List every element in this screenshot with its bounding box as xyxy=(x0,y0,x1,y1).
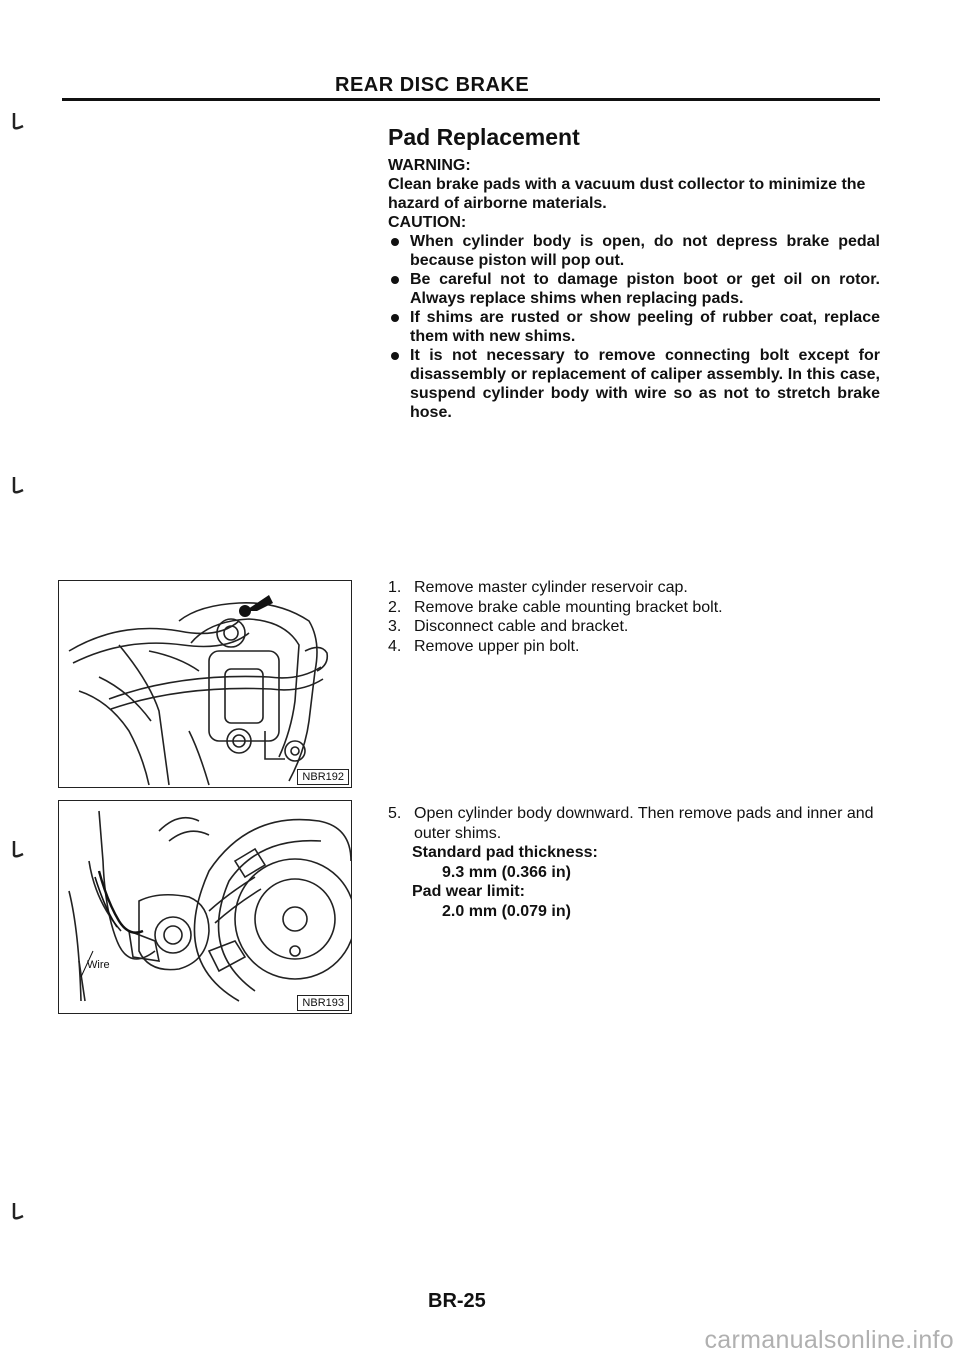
step-text: Open cylinder body downward. Then remove pads and inner and outer shims. xyxy=(414,805,874,842)
caution-item-text: Be careful not to damage piston boot or get oil on rotor. Always replace shims when replacing pads. xyxy=(410,271,880,307)
step-text: Remove upper pin bolt. xyxy=(414,637,580,655)
caution-item xyxy=(388,270,880,308)
page-number: BR-25 xyxy=(428,1290,486,1312)
steps-list-b xyxy=(388,804,888,921)
step-text: Disconnect cable and bracket. xyxy=(414,618,629,635)
warning-text: Clean brake pads with a vacuum dust collector to minimize the hazard of airborne materials. xyxy=(388,176,866,212)
warning-caution-notes xyxy=(388,156,880,422)
warning-label: WARNING: xyxy=(388,157,471,174)
watermark: carmanualsonline.info xyxy=(704,1326,954,1354)
step-item xyxy=(388,637,888,657)
binder-mark xyxy=(10,1202,26,1222)
caution-label: CAUTION: xyxy=(388,214,467,231)
bullet-icon xyxy=(391,238,399,246)
wire-label: Wire xyxy=(87,959,110,971)
bullet-icon xyxy=(391,314,399,322)
binder-mark xyxy=(10,112,26,132)
spec-label: Pad wear limit: xyxy=(412,883,525,900)
binder-mark xyxy=(10,476,26,496)
step-number: 5. xyxy=(388,805,402,822)
spec-value: 9.3 mm (0.366 in) xyxy=(442,863,571,881)
header-rule xyxy=(62,98,880,101)
page-header-title: REAR DISC BRAKE xyxy=(335,74,530,96)
caliper-open-illustration xyxy=(59,801,351,1013)
step-item xyxy=(388,578,888,598)
bullet-icon xyxy=(391,276,399,284)
caution-list xyxy=(388,232,880,422)
spec-value: 2.0 mm (0.079 in) xyxy=(442,902,571,920)
caution-item-text: When cylinder body is open, do not depress brake pedal because piston will pop out. xyxy=(410,233,880,269)
caution-item-text: If shims are rusted or show peeling of rubber coat, replace them with new shims. xyxy=(410,309,880,345)
step-number: 1. xyxy=(388,579,402,596)
step-number: 2. xyxy=(388,598,402,616)
figure-caliper-open xyxy=(58,800,352,1014)
figure-code: NBR192 xyxy=(297,769,349,785)
figure-code: NBR193 xyxy=(297,995,349,1011)
bullet-icon xyxy=(391,352,399,360)
step-item xyxy=(388,598,888,618)
step-item xyxy=(388,617,888,637)
caution-item xyxy=(388,346,880,422)
step-number: 4. xyxy=(388,637,402,655)
step-item xyxy=(388,804,888,843)
section-title: Pad Replacement xyxy=(388,124,580,150)
caution-item xyxy=(388,232,880,270)
spec-label: Standard pad thickness: xyxy=(412,844,598,861)
caution-item xyxy=(388,308,880,346)
binder-mark xyxy=(10,840,26,860)
step-text: Remove master cylinder reservoir cap. xyxy=(414,579,688,596)
caution-item-text: It is not necessary to remove connecting bolt except for disassembly or replacement of caliper assembly. In this case, suspend cylinder body with wire so as not to stretch brake hose. xyxy=(410,347,880,421)
caliper-illustration xyxy=(59,581,351,787)
steps-list-a xyxy=(388,578,888,656)
step-text: Remove brake cable mounting bracket bolt. xyxy=(414,598,723,616)
figure-caliper-bolt xyxy=(58,580,352,788)
step-number: 3. xyxy=(388,618,402,635)
